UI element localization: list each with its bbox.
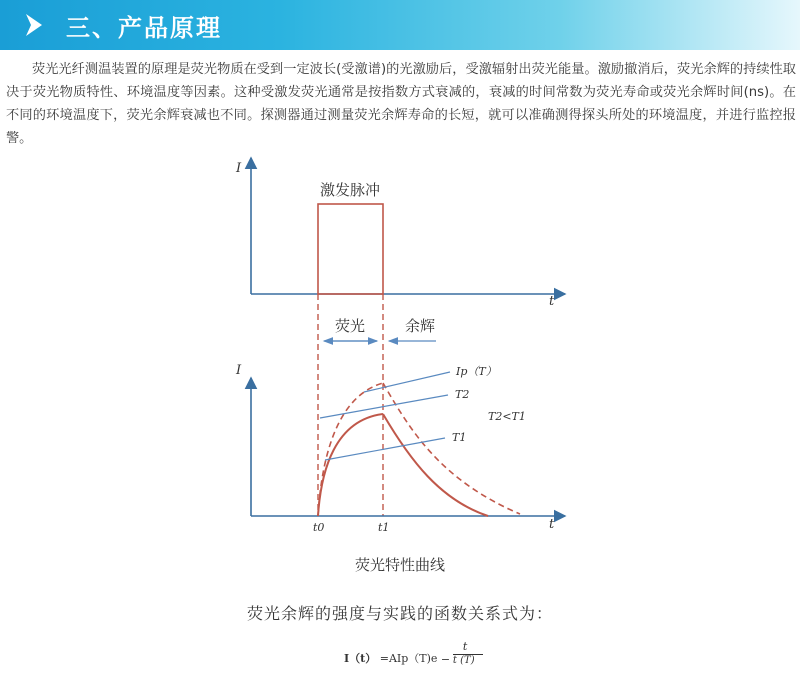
ip-guide-line — [364, 372, 450, 392]
t2-curve-label: T2 — [455, 388, 470, 401]
formula-exponent-denominator: t (T) — [452, 655, 475, 666]
formula-caption: 荧光余辉的强度与实践的函数关系式为： — [246, 604, 553, 623]
top-x-axis-label: t — [549, 294, 555, 309]
afterglow-label: 余辉 — [404, 317, 436, 335]
intro-paragraph: 荧光光纤测温装置的原理是荧光物质在受到一定波长(受激谱)的光激励后，受激辐射出荧光能量。激励撤消后，荧光余辉的持续性取决于荧光物质特性、环境温度等因素。这种受激发荧光通常是按指数方式衰减的，衰减的时间常数为荧光寿命或荧光余辉时间(ns)。在不同的环境温度下，荧光余辉衰减也不同。探测器通过测量荧光余辉寿命的长短，就可以准确测得探头所处的环境温度，并进行监控报警。 — [6, 62, 796, 146]
bottom-y-axis-label: I — [236, 363, 242, 378]
formula-rhs: =AIp（T)e — [379, 652, 438, 665]
afterglow-formula: I（t） =AIp（T)e − t t (T) — [344, 650, 487, 676]
t2-rise-curve — [318, 383, 383, 516]
ip-label: Ip（T） — [456, 365, 497, 378]
t0-tick-label: t0 — [313, 521, 325, 534]
figure-caption: 荧光特性曲线 — [354, 556, 445, 574]
t1-decay-curve — [383, 414, 488, 516]
bottom-x-axis-label: t — [549, 517, 555, 532]
section-title: 三、产品原理 — [66, 14, 222, 42]
fluorescence-label: 荧光 — [334, 317, 366, 335]
formula-lhs: I（t） — [344, 652, 377, 665]
top-y-axis-label: I — [236, 161, 242, 176]
formula-exponent-numerator: t — [462, 640, 468, 653]
excitation-pulse — [318, 204, 383, 294]
t1-rise-curve — [318, 414, 383, 516]
temperature-relation-label: T2<T1 — [488, 410, 526, 423]
t1-guide-line — [325, 438, 445, 460]
t1-tick-label: t1 — [378, 521, 390, 534]
pulse-label: 激发脉冲 — [319, 181, 381, 199]
t1-curve-label: T1 — [452, 431, 467, 444]
